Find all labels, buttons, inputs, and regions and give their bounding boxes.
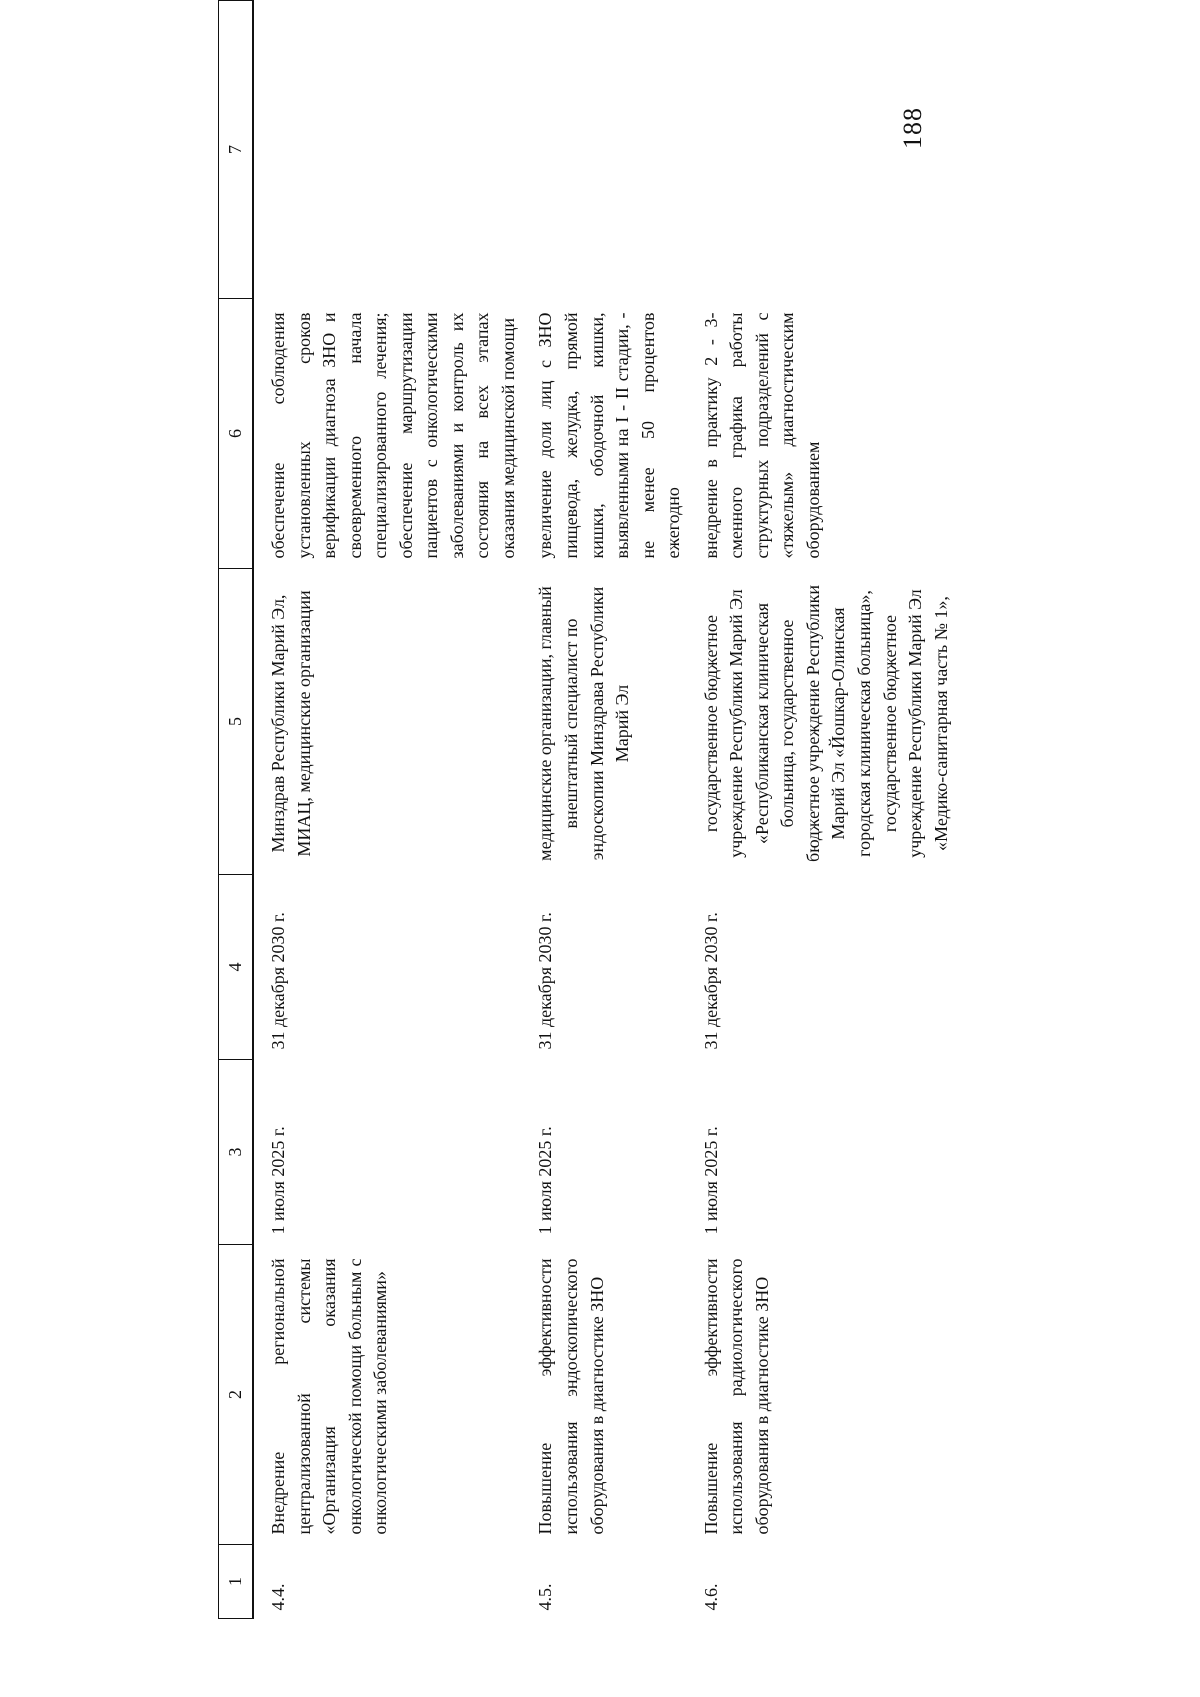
expected-result: внедрение в практику 2 - 3-сменного графика работы структурных подразделений с «тяжелым» диагностическим оборудованием — [700, 312, 823, 559]
row-number: 4.5. — [535, 1583, 556, 1611]
end-date: 31 декабря 2030 г. — [535, 912, 556, 1050]
start-date: 1 июля 2025 г. — [268, 1126, 288, 1235]
end-date: 31 декабря 2030 г. — [268, 912, 288, 1050]
row-number: 4.6. — [700, 1583, 721, 1611]
end-date: 31 декабря 2030 г. — [700, 912, 721, 1050]
column-header: 4 — [219, 875, 254, 1060]
page-number: 188 — [898, 107, 927, 149]
column-7-cell — [521, 1, 686, 299]
table-row — [521, 1, 686, 1619]
expected-result: обеспечение соблюдения установленных сроков верификации диагноза ЗНО и своевременного начала специализированного лечения; обеспечение маршрутизации пациентов с онкологическими заболеваниями и контроль их состояния на всех этапах оказания медицинской помощи — [268, 312, 518, 559]
table-row — [687, 1, 999, 1619]
measure-name: Повышение эффективности использования эндоскопического оборудования в диагностике ЗНО — [535, 1258, 607, 1535]
expected-result: увеличение доли лиц с ЗНО пищевода, желудка, прямой кишки, ободочной кишки, выявленными на I - II стадии, - не менее 50 процентов ежегодно — [535, 312, 684, 559]
responsible-executor: медицинские организации, главный внештатный специалист по эндоскопии Минздрава Республики Марий Эл — [535, 586, 633, 861]
start-date: 1 июля 2025 г. — [700, 1126, 721, 1235]
table-row — [253, 1, 521, 1619]
column-header: 5 — [219, 569, 254, 875]
column-header: 1 — [219, 1545, 254, 1619]
action-plan-table — [218, 0, 999, 1619]
responsible-executor: Минздрав Республики Марий Эл, МИАЦ, медицинские организации — [268, 590, 314, 857]
measure-name: Повышение эффективности использования радиологического оборудования в диагностике ЗНО — [700, 1258, 772, 1535]
column-header: 2 — [219, 1245, 254, 1545]
row-number: 4.4. — [268, 1583, 288, 1611]
column-header: 7 — [219, 1, 254, 299]
start-date: 1 июля 2025 г. — [535, 1126, 556, 1235]
column-header: 6 — [219, 299, 254, 569]
table-header-row — [219, 1, 254, 1619]
responsible-executor: государственное бюджетное учреждение Республики Марий Эл «Республиканская клиническая больница, государственное бюджетное учреждение Республики Марий Эл «Йошкар-Олинская городская клиническая больница», государственное бюджетное учреждение Республики Марий Эл «Медико-санитарная часть № 1», — [700, 585, 951, 862]
measure-name: Внедрение региональной централизованной системы «Организация оказания онкологической помощи больным с онкологическими заболеваниями» — [268, 1258, 391, 1535]
column-7-cell — [687, 1, 999, 299]
column-header: 3 — [219, 1060, 254, 1245]
column-7-cell — [253, 1, 521, 299]
